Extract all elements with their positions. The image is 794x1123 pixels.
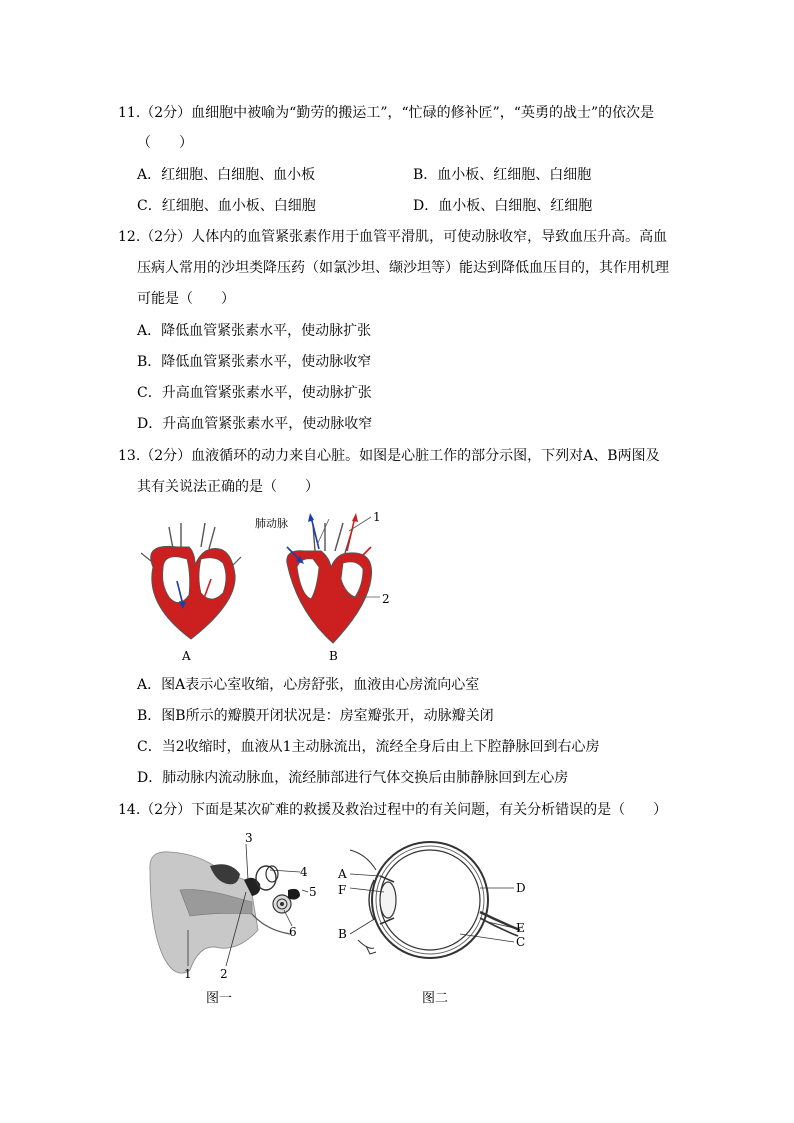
q13-stem-line2: 其有关说法正确的是（ ）: [137, 479, 319, 495]
q13-option-b: B．图B所示的瓣膜开闭状况是：房室瓣张开，动脉瓣关闭: [137, 708, 494, 724]
q12-stem-line1: 12.（2分）人体内的血管紧张素作用于血管平滑肌，可使动脉收窄，导致血压升高。高血: [118, 229, 668, 245]
heart-label-a: A: [182, 649, 191, 663]
eye-label-a: A: [338, 867, 347, 881]
q13-stem-line1: 13.（2分）血液循环的动力来自心脏。如图是心脏工作的部分示图，下列对A、B两图及: [118, 448, 660, 464]
eye-diagram: [330, 830, 540, 1010]
q12-option-a: A．降低血管紧张素水平，使动脉扩张: [137, 323, 372, 339]
ear-diagram: [140, 830, 330, 1010]
eye-caption: 图二: [422, 991, 449, 1006]
ear-label-6: 6: [289, 925, 297, 939]
eye-label-f: F: [338, 883, 347, 897]
q14-stem: 14.（2分）下面是某次矿难的救援及救治过程中的有关问题，有关分析错误的是（ ）: [118, 802, 668, 818]
eye-label-d: D: [516, 881, 526, 895]
q11-option-b: B．血小板、红细胞、白细胞: [413, 167, 592, 183]
heart-label-b: B: [329, 649, 338, 663]
ear-label-2: 2: [220, 967, 228, 981]
q13-option-a: A．图A表示心室收缩，心房舒张，血液由心房流向心室: [137, 677, 480, 693]
ear-caption: 图一: [206, 991, 233, 1006]
q11-option-a: A．红细胞、白细胞、血小板: [137, 167, 316, 183]
heart-label-2: 2: [382, 592, 390, 606]
eye-diagram-svg: [330, 830, 540, 1010]
q11-option-c: C．红细胞、血小板、白细胞: [137, 198, 316, 214]
ear-label-3: 3: [245, 831, 253, 845]
q12-option-d: D．升高血管紧张素水平，使动脉收窄: [137, 416, 373, 432]
q11-stem: 11.（2分）血细胞中被喻为“勤劳的搬运工”，“忙碌的修补匠”，“英勇的战士”的依次是: [118, 105, 655, 121]
eye-label-b: B: [338, 927, 347, 941]
eye-label-c: C: [516, 935, 526, 949]
q13-option-c: C．当2收缩时，血液从1主动脉流出，流经全身后由上下腔静脉回到右心房: [137, 739, 600, 755]
pulmonary-artery-label: 肺动脉: [255, 517, 288, 530]
q12-stem-line2: 压病人常用的沙坦类降压药（如氯沙坦、缬沙坦等）能达到降低血压目的，其作用机理: [137, 260, 669, 276]
ear-label-5: 5: [309, 885, 317, 899]
heart-b: [287, 513, 380, 643]
q11-paren: （ ）: [137, 135, 193, 151]
q12-option-c: C．升高血管紧张素水平，使动脉扩张: [137, 385, 372, 401]
q12-stem-line3: 可能是（ ）: [137, 291, 235, 307]
ear-label-4: 4: [300, 865, 308, 879]
eye-label-e: E: [516, 921, 525, 935]
heart-a: [141, 523, 241, 639]
ear-diagram-svg: [140, 830, 330, 1010]
q11-option-d: D．血小板、白细胞、红细胞: [413, 198, 593, 214]
q12-option-b: B．降低血管紧张素水平，使动脉收窄: [137, 354, 372, 370]
ear-label-1: 1: [184, 967, 192, 981]
heart-diagram-svg: [135, 505, 405, 667]
q13-option-d: D．肺动脉内流动脉血，流经肺部进行气体交换后由肺静脉回到左心房: [137, 770, 569, 786]
heart-diagram: [135, 505, 405, 667]
heart-label-1: 1: [373, 510, 381, 524]
